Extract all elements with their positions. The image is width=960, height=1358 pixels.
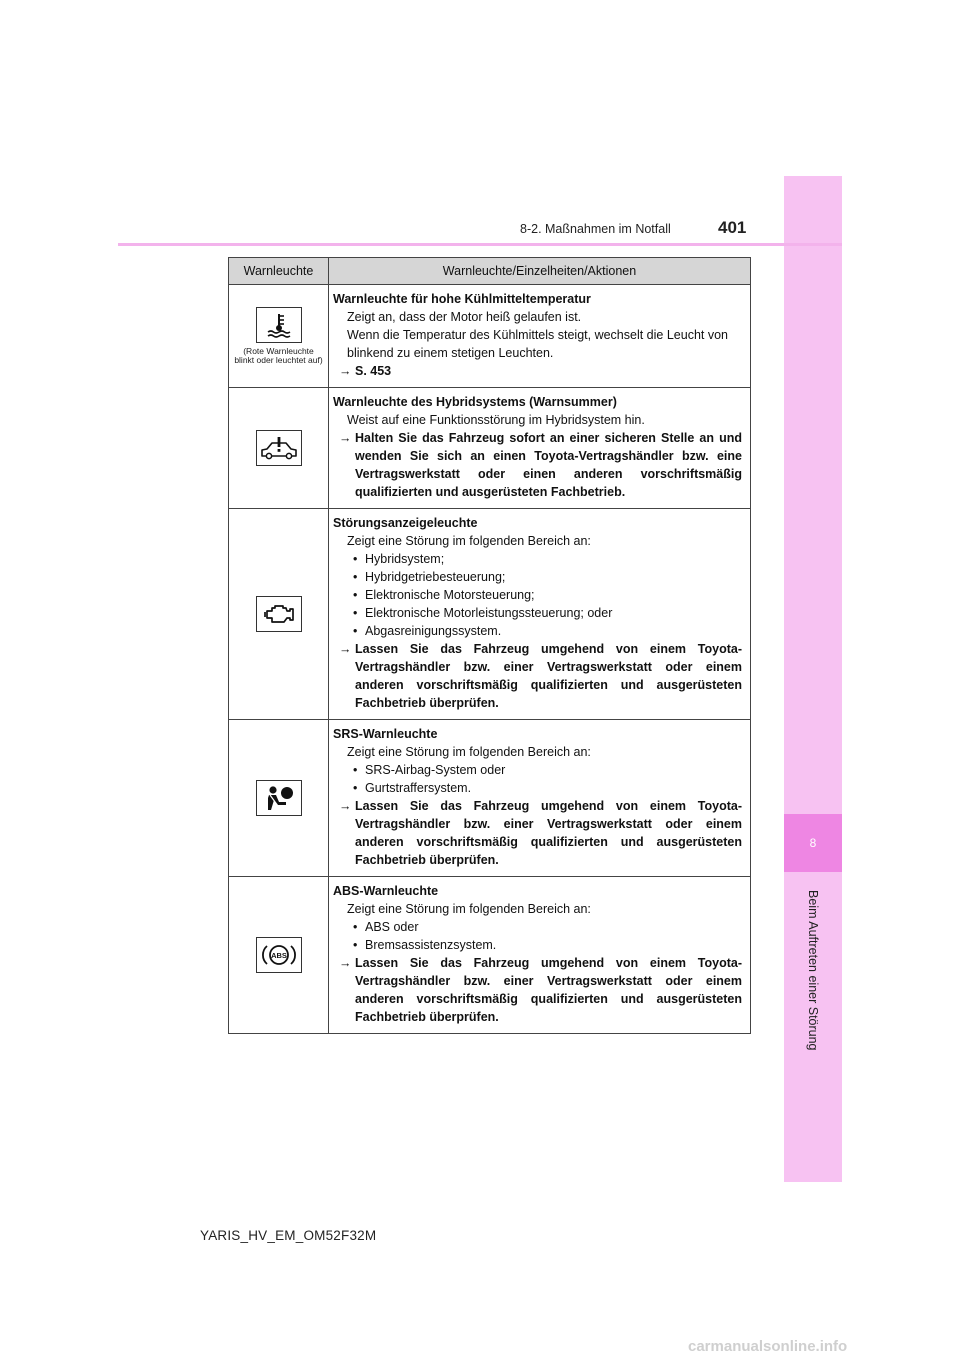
column-header-details: Warnleuchte/Einzelheiten/Aktionen [329, 258, 751, 285]
icon-cell [229, 877, 329, 1034]
details-cell [329, 388, 751, 509]
table-row [229, 285, 751, 388]
abs-icon-label: ABS [270, 950, 287, 960]
arrow-icon: → [339, 642, 352, 656]
row-description: Weist auf eine Funktionsstörung im Hybridsystem hin. [347, 413, 645, 427]
coolant-temperature-icon [256, 307, 302, 343]
list-item: • Hybridsystem; [333, 550, 742, 568]
list-item: • Bremsassistenzsystem. [333, 936, 742, 954]
table-row [229, 388, 751, 509]
list-item: • Abgasreinigungssystem. [333, 622, 742, 640]
details-cell [329, 877, 751, 1034]
row-title: SRS-Warnleuchte [333, 727, 438, 741]
warning-lights-table [228, 257, 751, 1034]
list-item: • Gurtstraffersystem. [333, 779, 742, 797]
row-action-text: Lassen Sie das Fahrzeug umgehend von einem Toyota-Vertragshändler bzw. einer Vertragswerkstatt oder einem anderen vorschriftsmäßig qualifizierten und ausgerüsteten Fachbetrieb überprüfen. [355, 799, 742, 867]
row-description: Wenn die Temperatur des Kühlmittels steigt, wechselt die Leucht von blinkend zu einem stetigen Leuchten. [347, 328, 728, 360]
row-title: ABS-Warnleuchte [333, 884, 439, 898]
column-header-warning-light: Warnleuchte [229, 258, 329, 285]
table-header-row [229, 258, 751, 285]
icon-cell [229, 388, 329, 509]
watermark: carmanualsonline.info [688, 1338, 848, 1355]
icon-cell [229, 720, 329, 877]
srs-airbag-icon [256, 780, 302, 816]
icon-cell [229, 285, 329, 388]
row-title: Warnleuchte des Hybridsystems (Warnsummer) [333, 395, 617, 409]
list-item: • Hybridgetriebesteuerung; [333, 568, 742, 586]
row-description: Zeigt an, dass der Motor heiß gelaufen ist. [347, 310, 582, 324]
arrow-icon: → [339, 364, 352, 378]
list-item: • Elektronische Motorsteuerung; [333, 586, 742, 604]
list-item: • Elektronische Motorleistungssteuerung; oder [333, 604, 742, 622]
page-number: 401 [718, 218, 747, 237]
row-action-text: Lassen Sie das Fahrzeug umgehend von einem Toyota-Vertragshändler bzw. einer Vertragswerkstatt oder einem anderen vorschriftsmäßig qualifizierten und ausgerüsteten Fachbetrieb überprüfen. [355, 642, 742, 710]
chapter-number: 8 [809, 836, 817, 850]
details-cell [329, 720, 751, 877]
icon-cell [229, 509, 329, 720]
row-action [333, 362, 742, 380]
row-action-text: S. 453 [355, 364, 392, 378]
abs-icon [256, 937, 302, 973]
row-action [333, 640, 742, 712]
row-action [333, 797, 742, 869]
list-item: • ABS oder [333, 918, 742, 936]
row-action-text: Halten Sie das Fahrzeug sofort an einer sicheren Stelle an und wenden Sie sich an einen Toyota-Vertragshändler bzw. eine Vertragswerkstatt oder einen anderen vorschriftsmäßig qualifizierten und ausgerüsteten Fachbetrieb. [355, 431, 742, 499]
icon-note: (Rote Warnleuchte blinkt oder leuchtet auf) [234, 346, 323, 365]
table-row [229, 509, 751, 720]
row-action-text: Lassen Sie das Fahrzeug umgehend von einem Toyota-Vertragshändler bzw. einer Vertragswerkstatt oder einem anderen vorschriftsmäßig qualifizierten und ausgerüsteten Fachbetrieb überprüfen. [355, 956, 742, 1024]
row-description: Zeigt eine Störung im folgenden Bereich an: [347, 902, 591, 916]
details-cell [329, 509, 751, 720]
check-engine-icon [256, 596, 302, 632]
details-cell [329, 285, 751, 388]
arrow-icon: → [339, 956, 352, 970]
row-title: Warnleuchte für hohe Kühlmitteltemperatur [333, 292, 591, 306]
row-action [333, 429, 742, 501]
document-code: YARIS_HV_EM_OM52F32M [200, 1228, 377, 1243]
hybrid-system-warning-icon [256, 430, 302, 466]
section-title: 8-2. Maßnahmen im Notfall [520, 222, 671, 236]
row-title: Störungsanzeigeleuchte [333, 516, 478, 530]
row-action [333, 954, 742, 1026]
row-description: Zeigt eine Störung im folgenden Bereich an: [347, 534, 591, 548]
chapter-title-text: Beim Auftreten einer Störung [806, 889, 820, 1051]
list-item: • SRS-Airbag-System oder [333, 761, 742, 779]
table-row [229, 720, 751, 877]
arrow-icon: → [339, 799, 352, 813]
row-description: Zeigt eine Störung im folgenden Bereich an: [347, 745, 591, 759]
table-row [229, 877, 751, 1034]
chapter-title [784, 880, 842, 1060]
header-divider [118, 243, 842, 246]
arrow-icon: → [339, 431, 352, 445]
